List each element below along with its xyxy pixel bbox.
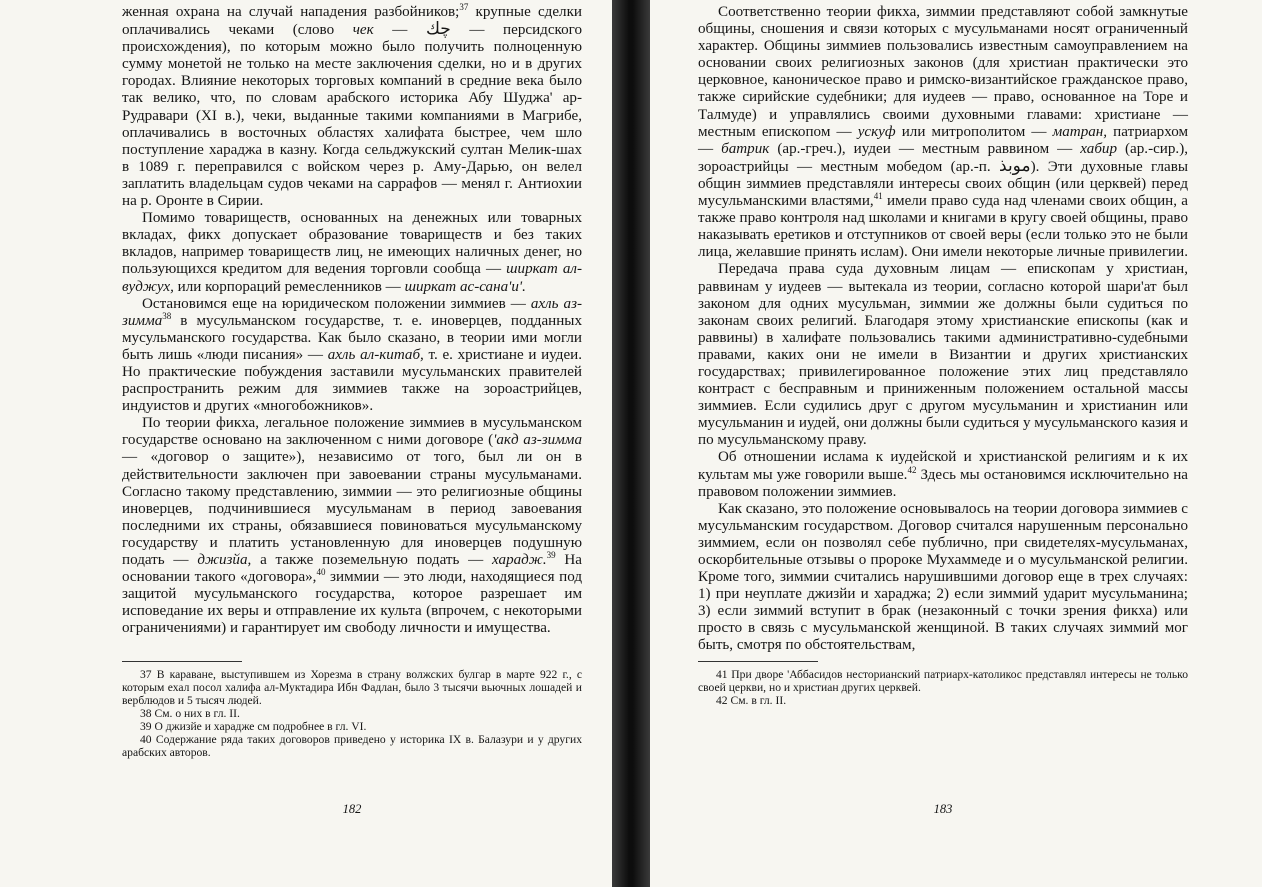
text-run: (ар.-греч.), иудеи — местным раввином — bbox=[769, 140, 1081, 157]
italic-term: джизйа, bbox=[197, 552, 252, 568]
text-run: ). Эти духовные главы общин зиммиев представляли интересы своих общин (или церквей) перед мусульманскими властями, bbox=[698, 158, 1188, 210]
text-run: — «договор о защите»), независимо от того, был ли он в действительности заключен при завоевании страны мусульманами. Согласно такому представлению, зиммии — это религиозные общины иноверцев, подчинившиеся мусульманам в период завоевания последними их страны, обязавшиеся повиноваться мусульманскому государству и платить установленную для иноверцев подушную подать — bbox=[122, 449, 582, 568]
text-run: Здесь мы остановимся исключительно на правовом положении зиммиев. bbox=[698, 466, 1188, 500]
footnote: 37 В караване, выступившем из Хорезма в страну волжских булгар в марте 922 г., с которым ехал посол халифа ал-Муктадира Ибн Фадлан, было 3 тысячи вьючных лошадей и верблюдов и 5 тысяч людей. bbox=[122, 668, 582, 708]
book-gutter bbox=[612, 0, 650, 887]
text-run: — bbox=[373, 22, 426, 39]
body-paragraph bbox=[698, 449, 1188, 500]
italic-term: ширкат ал-вуджух, bbox=[122, 261, 582, 295]
text-run: Об отношении ислама к иудейской и христианской религиям и к их культам мы уже говорили выше. bbox=[698, 449, 1188, 483]
body-paragraph bbox=[698, 501, 1188, 655]
left-page bbox=[0, 0, 612, 887]
footnote: 40 Содержание ряда таких договоров приведено у историка IX в. Балазури и у других арабских авторов. bbox=[122, 733, 582, 760]
footnote-marker: 39 bbox=[546, 549, 556, 560]
italic-term: харадж. bbox=[492, 552, 547, 568]
italic-term: батрик bbox=[721, 140, 770, 157]
text-run: а также поземельную подать — bbox=[251, 552, 493, 568]
italic-term: хабир bbox=[1080, 140, 1117, 157]
page-number-left: 182 bbox=[342, 802, 362, 816]
body-paragraph bbox=[122, 415, 582, 637]
right-page bbox=[650, 0, 1262, 887]
text-run: имели право суда над членами своих общин, а также право контроля над школами и книгами в кругу своей общины, право наказывать еретиков и отступников от своей веры (если только это не были лица, желавшие принять ислам). Они имели некоторые личные привилегии. bbox=[698, 193, 1188, 261]
footnote: 38 См. о них в гл. II. bbox=[140, 707, 240, 721]
text-run: — персидского происхождения), по которым можно было получить полноценную сумму монетой не только на месте заключения сделки, но и в других городах. Влияние некоторых торговых компаний в средние века было так велико, что, по словам арабского историка Абу Шуджа' ар-Рудравари (XI в.), чеки, выданные такими компаниями в Магрибе, оплачивались в восточных областях халифата быстрее, чем шло поступление хараджа в казну. Когда сельджукский султан Мелик-шах в 1089 г. переправился с войском через р. Аму-Дарью, он велел заплатить владельцам судов чеками на саррафов — менял г. Антиохии на р. Оронте в Сирии. bbox=[122, 22, 583, 210]
text-run: женная охрана на случай нападения разбойников; bbox=[122, 4, 460, 20]
body-paragraph bbox=[122, 210, 582, 295]
text-run: патриархом — bbox=[698, 123, 1189, 157]
italic-term: матран, bbox=[1052, 123, 1108, 140]
text-run: Помимо товариществ, основанных на денежных или товарных вкладах, фикх допускает образование товариществ и без таких вкладов, например товариществ лиц, не имеющих наличных денег, но пользующихся кредитом для ведения торговли сообща — bbox=[122, 210, 582, 278]
italic-term: чек bbox=[352, 22, 374, 39]
italic-term: ширкат ас-сана'и'. bbox=[404, 278, 526, 295]
text-run: зиммии — это люди, находящиеся под защитой мусульманского государства, которое разрешает им исповедание их веры и отправление их культа (впрочем, с некоторыми ограничениями) и гарантирует им свободу личности и имущества. bbox=[122, 569, 582, 637]
text-run: На основании такого «договора», bbox=[122, 552, 582, 586]
footnote-marker: 42 bbox=[907, 464, 917, 475]
footnote-divider bbox=[698, 661, 818, 662]
right-page-body bbox=[698, 4, 1188, 655]
arabic-word: موبذ bbox=[999, 155, 1031, 176]
footnote-divider bbox=[122, 661, 242, 662]
text-run: или корпораций ремесленников — bbox=[173, 278, 405, 295]
body-paragraph bbox=[122, 1, 583, 210]
page-number-right: 183 bbox=[933, 802, 953, 816]
footnote-marker: 38 bbox=[162, 310, 172, 321]
text-run: т. е. христиане и иудеи. Но практические побуждения заставили мусульманских правителей распространить режим для зиммиев также на зороастрийцев, индуистов и других «многобожников». bbox=[122, 346, 582, 415]
italic-term: ахль аз-зимма bbox=[122, 295, 582, 329]
footnote: 41 При дворе 'Аббасидов несторианский патриарх-католикос представлял интересы не только своей церкви, но и христиан других церквей. bbox=[698, 667, 1188, 694]
text-run: Остановимся еще на юридическом положении зиммиев — bbox=[142, 295, 531, 312]
footnote: 42 См. в гл. II. bbox=[716, 693, 787, 707]
text-run: крупные сделки оплачивались чеками (слово bbox=[122, 4, 582, 39]
text-run: Соответственно теории фикха, зиммии представляют собой замкнутые общины, сношения и связи которых с мусульманами носят ограниченный характер. Общины зиммиев пользовались известным самоуправлением на основании своих религиозных законов (для христиан практически это церковное, каноническое право и римско-византийское гражданское право, также сирийские судебники; для иудеев — право, основанное на Торе и Талмуде) и управлялись своими духовными главами: христиане — местным епископом — bbox=[698, 4, 1188, 140]
arabic-word: چك bbox=[425, 19, 451, 40]
footnote-marker: 41 bbox=[873, 191, 883, 201]
body-paragraph bbox=[698, 4, 1188, 261]
text-run: По теории фикха, легальное положение зиммиев в мусульманском государстве основано на заключенном с ними договоре ( bbox=[122, 415, 582, 449]
body-paragraph bbox=[698, 261, 1188, 449]
italic-term: 'акд аз-зимма bbox=[493, 432, 582, 449]
left-page-footnotes bbox=[122, 668, 582, 759]
italic-term: ускуф bbox=[857, 123, 896, 140]
body-paragraph bbox=[122, 296, 582, 416]
text-run: Как сказано, это положение основывалось на теории договора зиммиев с мусульманским государством. Договор считался нарушенным персонально зиммием, если он позволял себе публично, при свидетелях-мусульманах, оскорбительные отзывы о пророке Мухаммеде и о мусульманской религии. Кроме того, зиммии считались нарушившими договор еще в трех случаях: 1) при неуплате джизйи и хараджа; 2) если зиммий ударит мусульманина; 3) если зиммий вступит в брак (незаконный с точки зрения фикха) или просто в связь с мусульманской женщиной. В таких случаях зиммий мог быть, смотря по обстоятельствам, bbox=[698, 500, 1188, 654]
footnote-marker: 37 bbox=[459, 1, 469, 12]
footnote: 39 О джизйе и харадже см подробнее в гл. VI. bbox=[140, 720, 367, 734]
left-page-body bbox=[122, 1, 583, 637]
text-run: в мусульманском государстве, т. е. иноверцев, подданных мусульманского государства. Как было сказано, в теории ими могли быть лишь «люди писания» — bbox=[122, 312, 582, 363]
footnote-marker: 40 bbox=[316, 567, 326, 578]
text-run: или митрополитом — bbox=[895, 123, 1053, 140]
right-page-footnotes bbox=[698, 668, 1188, 707]
text-run: (ар.-сир.), зороастрийцы — местным мобедом (ар.-п. bbox=[698, 140, 1188, 175]
italic-term: ахль ал-китаб, bbox=[327, 346, 424, 363]
text-run: Передача права суда духовным лицам — епископам у христиан, раввинам у иудеев — вытекала из теории, согласно которой шари'ат был законом для одних мусульман, зиммии же должны были судиться по законам своих религий. Благодаря этому христианские епископы (как и раввины) в халифате пользовались такими административно-судебными правами, каких они не имели в Византии и других христианских государствах; привилегированное положение этих лиц представляло контраст с бесправным и приниженным положением остальной массы зиммиев. Если судились друг с другом мусульманин и христианин или мусульманин и иудей, они должны были судиться у мусульманского казия и по мусульманскому праву. bbox=[698, 261, 1189, 449]
